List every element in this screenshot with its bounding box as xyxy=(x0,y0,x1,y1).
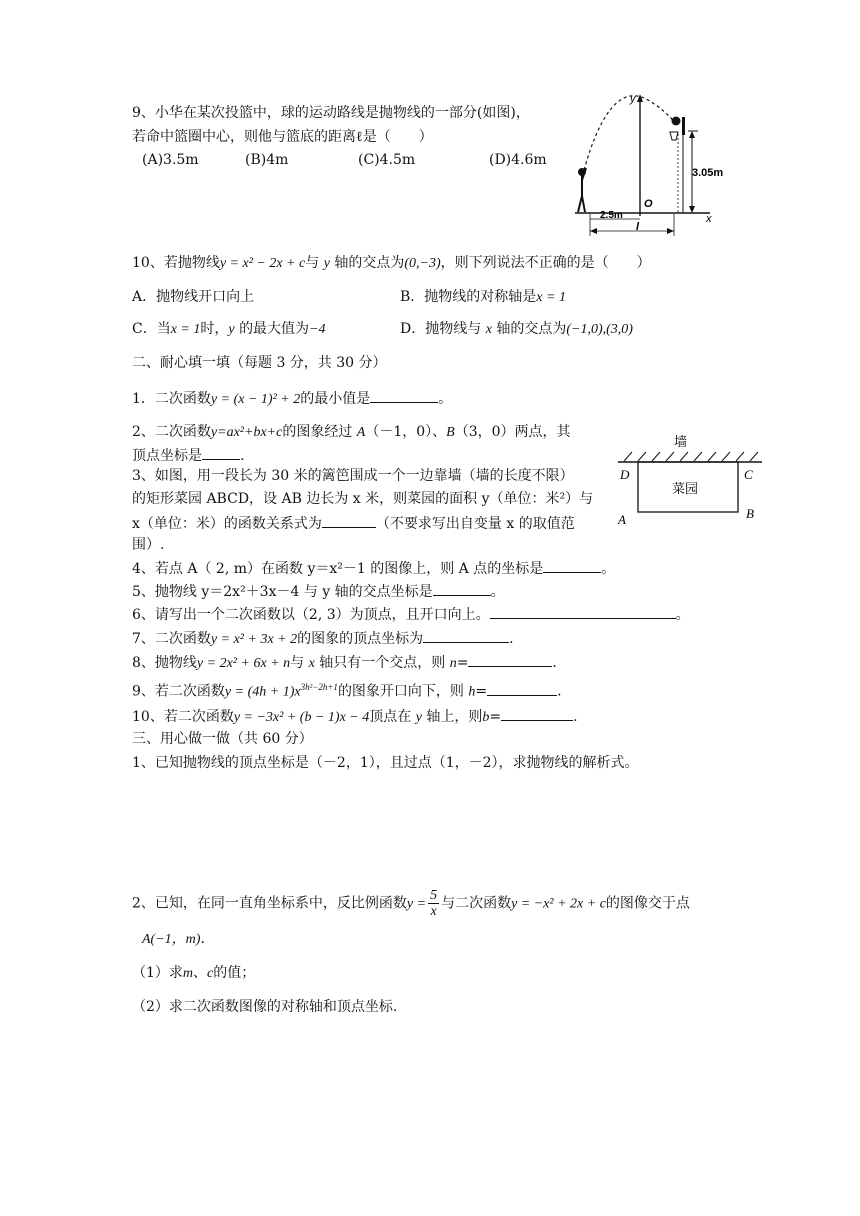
fill7 xyxy=(132,628,514,649)
fill2-B: B xyxy=(446,425,455,440)
fill8-eq: y = 2x² + 6x + n xyxy=(196,656,291,671)
q10-option-c-eq: x = 1 xyxy=(170,322,201,337)
q9-line1: 9、小华在某次投篮中，球的运动路线是抛物线的一部分(如图)， xyxy=(132,105,530,121)
fill8-b: 与 xyxy=(290,655,305,671)
fill10-y: y xyxy=(415,710,422,725)
corner-a: A xyxy=(618,512,626,527)
fill10-d: = xyxy=(489,709,502,725)
q10-equation: y = x² − 2x + c xyxy=(219,256,306,271)
fill5-a: 5、抛物线 y＝2x²＋3x－4 与 y 轴的交点坐标是 xyxy=(132,584,433,600)
fill5-b: 。 xyxy=(490,584,505,600)
q10-option-d xyxy=(400,320,633,339)
fill1-a: 1．二次函数 xyxy=(132,391,211,407)
fill4-b: 。 xyxy=(601,561,616,577)
fill6 xyxy=(132,604,690,624)
fill3-blank[interactable] xyxy=(322,513,376,528)
fill1-b: 的最小值是 xyxy=(300,391,371,407)
fill9 xyxy=(132,678,562,702)
fill2-line2 xyxy=(132,445,244,465)
problem2-pt: A(−1，m) xyxy=(142,932,201,947)
fill10-e: . xyxy=(573,709,578,725)
q9-option-c: (C)4.5m xyxy=(358,152,416,168)
figure-y-label: y xyxy=(630,93,636,105)
fill3-line3-a: x（单位：米）的函数关系式为 xyxy=(132,516,322,532)
fill9-blank[interactable] xyxy=(487,681,557,696)
q10-option-c-c: 的最大值为 xyxy=(239,321,310,337)
q10-stem-b: 与 xyxy=(305,255,320,271)
corner-d: D xyxy=(620,467,630,482)
fill4-a: 4、若点 A（ 2, m）在函数 y＝x²－1 的图像上，则 A 点的坐标是 xyxy=(132,561,544,577)
fill1-blank[interactable] xyxy=(370,388,438,403)
fill10-a: 10、若二次函数 xyxy=(132,709,234,725)
q10-option-c-y: y xyxy=(228,322,235,337)
q10-option-c xyxy=(132,320,326,339)
q10-stem xyxy=(132,254,651,273)
problem2-q1-b: 、 xyxy=(193,965,208,981)
q10-option-d-x: x xyxy=(485,322,492,337)
fill1-c: 。 xyxy=(438,391,453,407)
basketball-figure xyxy=(570,88,724,238)
problem2-line1 xyxy=(132,888,690,919)
fill9-eq: y = (4h + 1)x xyxy=(224,684,301,700)
fill10-c: 轴上，则 xyxy=(426,709,483,725)
fill10-eq: y = −3x² + (b − 1)x − 4 xyxy=(233,710,370,725)
q10-stem-c: 轴的交点为 xyxy=(334,255,405,271)
fill2-c: （－1，0）、 xyxy=(365,424,447,440)
fill2-A: A xyxy=(356,425,366,440)
q10-stem-d: ，则下列说法不正确的是（ ） xyxy=(440,255,651,271)
corner-c: C xyxy=(744,467,753,482)
q9-option-d: (D)4.6m xyxy=(489,152,547,168)
fill9-a: 9、若二次函数 xyxy=(132,683,225,700)
q10-point: (0,−3) xyxy=(404,256,441,271)
q10-option-b-eq: x = 1 xyxy=(536,290,566,305)
q9-option-a: (A)3.5m xyxy=(142,152,199,168)
q9-option-b: (B)4m xyxy=(245,152,289,168)
problem2-den: x xyxy=(430,904,437,919)
fill6-a: 6、请写出一个二次函数以（2, 3）为顶点，且开口向上。 xyxy=(132,607,490,623)
problem2-a: 2、已知，在同一直角坐标系中，反比例函数 xyxy=(132,895,407,912)
fill2-blank[interactable] xyxy=(202,445,240,460)
fill2-b: 的图象经过 xyxy=(282,424,353,440)
problem2-line2 xyxy=(142,930,214,949)
fill7-blank[interactable] xyxy=(423,628,509,643)
fill8-n: n xyxy=(449,656,457,671)
fill10 xyxy=(132,706,578,727)
fill3-line4: 围）. xyxy=(132,537,165,553)
problem2-fraction xyxy=(428,888,439,919)
q10-option-c-val: −4 xyxy=(309,322,326,337)
fill8-c: 轴只有一个交点，则 xyxy=(319,655,446,671)
fill3-line3 xyxy=(132,513,575,533)
player-icon xyxy=(578,168,586,212)
fill9-h: h xyxy=(468,684,476,700)
fill2-eq: y=ax²+bx+c xyxy=(210,425,283,440)
fill8-a: 8、抛物线 xyxy=(132,655,197,671)
dist-label: 2.5m xyxy=(600,210,623,221)
problem2-q1 xyxy=(132,964,255,983)
height-label: 3.05m xyxy=(692,167,724,179)
problem2-q1-m: m xyxy=(182,966,194,981)
fill9-exp: 3h²−2h+1 xyxy=(300,682,338,692)
l-label: l xyxy=(636,221,640,233)
fill4-blank[interactable] xyxy=(543,558,601,573)
q10-stem-a: 10、若抛物线 xyxy=(132,255,220,271)
fill3-line1: 3、如图，用一段长为 30 米的篱笆围成一个一边靠墙（墙的长度不限） xyxy=(132,468,574,484)
fill8 xyxy=(132,652,557,673)
q10-option-d-pts: (−1,0),(3,0) xyxy=(566,322,633,337)
q10-option-a: A．抛物线开口向上 xyxy=(132,289,255,305)
fill2-line1 xyxy=(132,423,571,442)
problem2-c: 的图像交于点 xyxy=(605,895,690,912)
fill6-b: 。 xyxy=(675,607,690,623)
q10-option-c-b: 时， xyxy=(200,321,229,337)
problem2-q1-a: （1）求 xyxy=(132,965,183,981)
corner-b: B xyxy=(746,506,754,521)
fill9-d: . xyxy=(557,683,562,700)
fill2-a: 2、二次函数 xyxy=(132,424,211,440)
q10-option-c-a: C．当 xyxy=(132,321,171,337)
fill1 xyxy=(132,388,452,409)
fill7-eq: y = x² + 3x + 2 xyxy=(210,632,298,647)
fill6-blank[interactable] xyxy=(490,604,676,619)
q10-option-d-a: D．抛物线与 xyxy=(400,321,482,337)
fill1-eq: y = (x − 1)² + 2 xyxy=(210,392,301,407)
fill3-line2: 的矩形菜园 ABCD，设 AB 边长为 x 米，则菜园的面积 y（单位：米²）与 xyxy=(132,491,594,507)
section3-title: 三、用心做一做（共 60 分） xyxy=(132,731,313,747)
fill7-c: . xyxy=(509,631,514,647)
wall-label: 墙 xyxy=(674,435,688,450)
fill8-e: . xyxy=(552,655,557,671)
fill7-a: 7、二次函数 xyxy=(132,631,211,647)
q10-option-b-text: B．抛物线的对称轴是 xyxy=(400,289,537,305)
q10-option-d-b: 轴的交点为 xyxy=(496,321,567,337)
problem2-q2: （2）求二次函数图像的对称轴和顶点坐标. xyxy=(132,999,398,1015)
figure-x-label: x xyxy=(706,213,712,225)
problem2-num: 5 xyxy=(430,888,438,903)
fill9-c: = xyxy=(475,683,488,700)
q10-option-b xyxy=(400,288,566,307)
problem2-q1-c: c xyxy=(207,966,214,981)
fill10-bb: b xyxy=(482,710,490,725)
problem2-eq1-lhs: y = xyxy=(406,896,427,912)
fill8-blank[interactable] xyxy=(468,652,552,667)
q10-y: y xyxy=(323,256,330,271)
problem2-b: 与二次函数 xyxy=(441,895,512,912)
ball-icon xyxy=(672,117,681,126)
fill7-b: 的图象的顶点坐标为 xyxy=(297,631,424,647)
figure-o-label: O xyxy=(644,198,653,210)
garden-label: 菜园 xyxy=(672,482,699,497)
fill9-b: 的图象开口向下，则 xyxy=(337,683,464,700)
fill3-line3-b: （不要求写出自变量 x 的取值范 xyxy=(375,516,575,532)
fill8-d: = xyxy=(456,655,469,671)
fill2-d: （3，0）两点，其 xyxy=(454,424,571,440)
problem1: 1、已知抛物线的顶点坐标是（－2，1），且过点（1，－2），求抛物线的解析式。 xyxy=(132,755,639,771)
fill2-line2-text: 顶点坐标是 xyxy=(132,448,202,464)
problem2-eq2: y = −x² + 2x + c xyxy=(511,896,606,912)
problem2-q1-d: 的值； xyxy=(213,965,256,981)
fill2-line2-end: . xyxy=(240,448,245,464)
fill10-b: 顶点在 xyxy=(369,709,412,725)
q9-line2: 若命中篮圈中心，则他与篮底的距离ℓ是（ ） xyxy=(132,129,433,145)
fill5-blank[interactable] xyxy=(433,581,491,596)
section2-title: 二、耐心填一填（每题 3 分，共 30 分） xyxy=(132,355,387,371)
fill8-x: x xyxy=(308,656,315,671)
garden-figure xyxy=(612,430,767,530)
problem2-pt-end: ． xyxy=(200,931,215,947)
fill10-blank[interactable] xyxy=(501,706,573,721)
fill4 xyxy=(132,558,615,578)
fill5 xyxy=(132,581,505,601)
